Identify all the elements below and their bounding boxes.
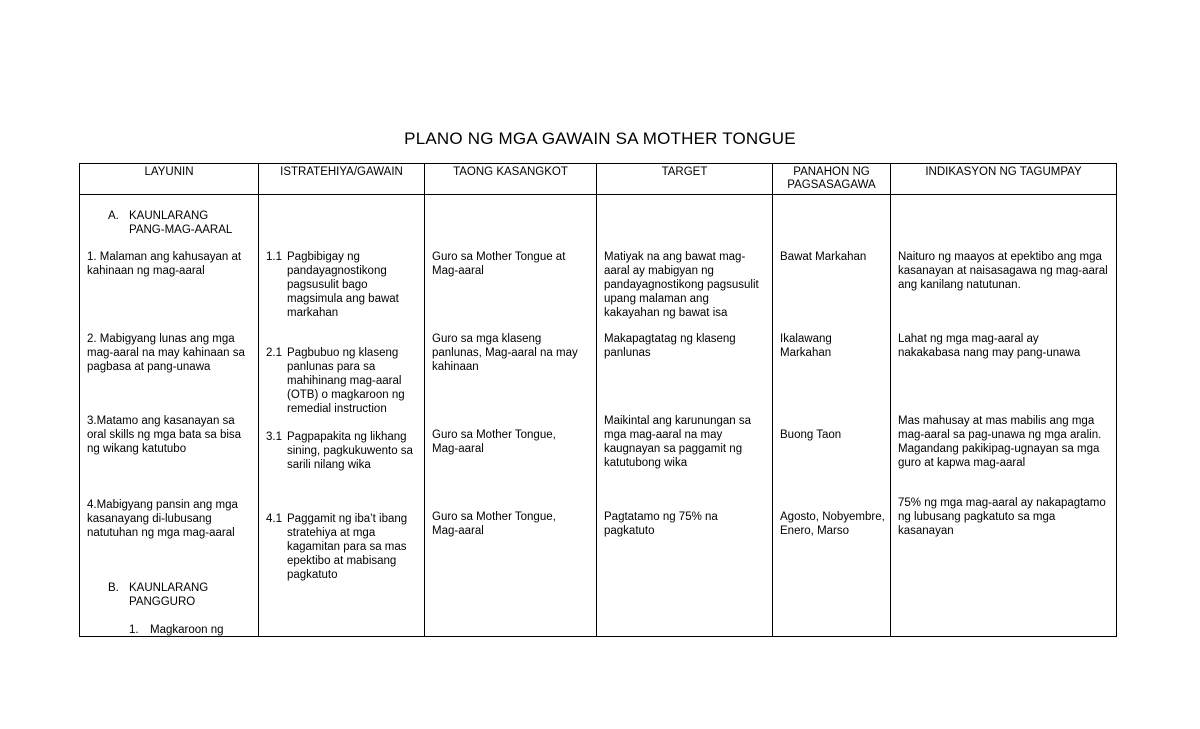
istratehiya-text-2: Pagbubuo ng klaseng panlunas para sa mahihinang mag-aaral (OTB) o magkaroon ng remedial instruction xyxy=(287,347,405,415)
istratehiya-cell xyxy=(259,195,424,636)
target-item-4: Pagtatamo ng 75% na pagkatuto xyxy=(604,511,718,537)
target-item-3: Maikintal ang karunungan sa mga mag-aaral na may kaugnayan sa paggamit ng katutubong wika xyxy=(604,415,752,469)
layunin-item-3: 3.Matamo ang kasanayan sa oral skills ng mga bata sa bisa ng wikang katutubo xyxy=(87,415,242,455)
section-a-letter: A. xyxy=(108,210,119,222)
panahon-item-1: Bawat Markahan xyxy=(780,251,867,263)
istratehiya-text-4: Paggamit ng iba’t ibang stratehiya at mga kagamitan para sa mas epektibo at mabisang pagkatuto xyxy=(287,513,408,581)
istratehiya-num-3: 3.1 xyxy=(266,431,282,443)
panahon-item-3: Buong Taon xyxy=(780,429,842,441)
header-panahon: PANAHON NG PAGSASAGAWA xyxy=(773,164,891,195)
header-indikasyon: INDIKASYON NG TAGUMPAY xyxy=(891,164,1117,195)
taong-item-3: Guro sa Mother Tongue, Mag-aaral xyxy=(432,429,556,455)
header-target: TARGET xyxy=(597,164,773,195)
panahon-cell xyxy=(773,195,890,636)
header-row xyxy=(80,164,1117,195)
section-b-title: KAUNLARANG PANGGURO xyxy=(129,582,209,608)
layunin-cell xyxy=(80,195,258,636)
target-item-2: Makapagtatag ng klaseng panlunas xyxy=(604,333,736,359)
taong-kasangkot-cell xyxy=(425,195,596,636)
indikasyon-item-4: 75% ng mga mag-aaral ay nakapagtamo ng lubusang pagkatuto sa mga kasanayan xyxy=(898,497,1106,537)
header-istratehiya: ISTRATEHIYA/GAWAIN xyxy=(259,164,425,195)
istratehiya-num-1: 1.1 xyxy=(266,251,282,263)
panahon-item-4: Agosto, Nobyembre, Enero, Marso xyxy=(780,511,885,537)
istratehiya-num-2: 2.1 xyxy=(266,347,282,359)
panahon-item-2: Ikalawang Markahan xyxy=(780,333,832,359)
layunin-item-1: 1. Malaman ang kahusayan at kahinaan ng mag-aaral xyxy=(87,251,242,277)
taong-item-1: Guro sa Mother Tongue at Mag-aaral xyxy=(432,251,566,277)
indikasyon-item-1: Naituro ng maayos at epektibo ang mga kasanayan at naisasagawa ng mag-aaral ang kanilang natutunan. xyxy=(898,251,1108,291)
indikasyon-item-2: Lahat ng mga mag-aaral ay nakakabasa nang may pang-unawa xyxy=(898,333,1081,359)
istratehiya-text-1: Pagbibigay ng pandayagnostikong pagsusulit bago magsimula ang bawat markahan xyxy=(287,251,399,319)
indikasyon-cell xyxy=(891,195,1116,636)
document-title: PLANO NG MGA GAWAIN SA MOTHER TONGUE xyxy=(404,129,796,148)
taong-item-2: Guro sa mga klaseng panlunas, Mag-aaral na may kahinaan xyxy=(432,333,578,373)
sub-item-text: Magkaroon ng xyxy=(150,624,224,636)
layunin-item-2: 2. Mabigyang lunas ang mga mag-aaral na may kahinaan sa pagbasa at pang-unawa xyxy=(87,333,245,373)
taong-item-4: Guro sa Mother Tongue, Mag-aaral xyxy=(432,511,556,537)
istratehiya-text-3: Pagpapakita ng likhang sining, pagkukuwento sa sarili nilang wika xyxy=(287,431,413,471)
indikasyon-item-3: Mas mahusay at mas mabilis ang mga mag-aaral sa pag-unawa ng mga aralin. Magandang pakikipag-ugnayan sa mga guro at kapwa mag-aaral xyxy=(898,415,1102,469)
body-row xyxy=(80,195,1117,637)
layunin-item-4: 4.Mabigyang pansin ang mga kasanayang di-lubusang natutuhan ng mga mag-aaral xyxy=(87,499,238,539)
section-b-letter: B. xyxy=(108,582,119,594)
sub-item-number: 1. xyxy=(129,624,139,636)
target-cell xyxy=(597,195,772,636)
plan-table xyxy=(79,163,1117,637)
header-taong-kasangkot: TAONG KASANGKOT xyxy=(425,164,597,195)
target-item-1: Matiyak na ang bawat mag-aaral ay mabigyan ng pandayagnostikong pagsusulit upang malaman ang kakayahan ng bawat isa xyxy=(604,251,759,319)
istratehiya-num-4: 4.1 xyxy=(266,513,282,525)
section-a-title: KAUNLARANG PANG-MAG-AARAL xyxy=(129,210,233,236)
header-layunin: LAYUNIN xyxy=(80,164,259,195)
